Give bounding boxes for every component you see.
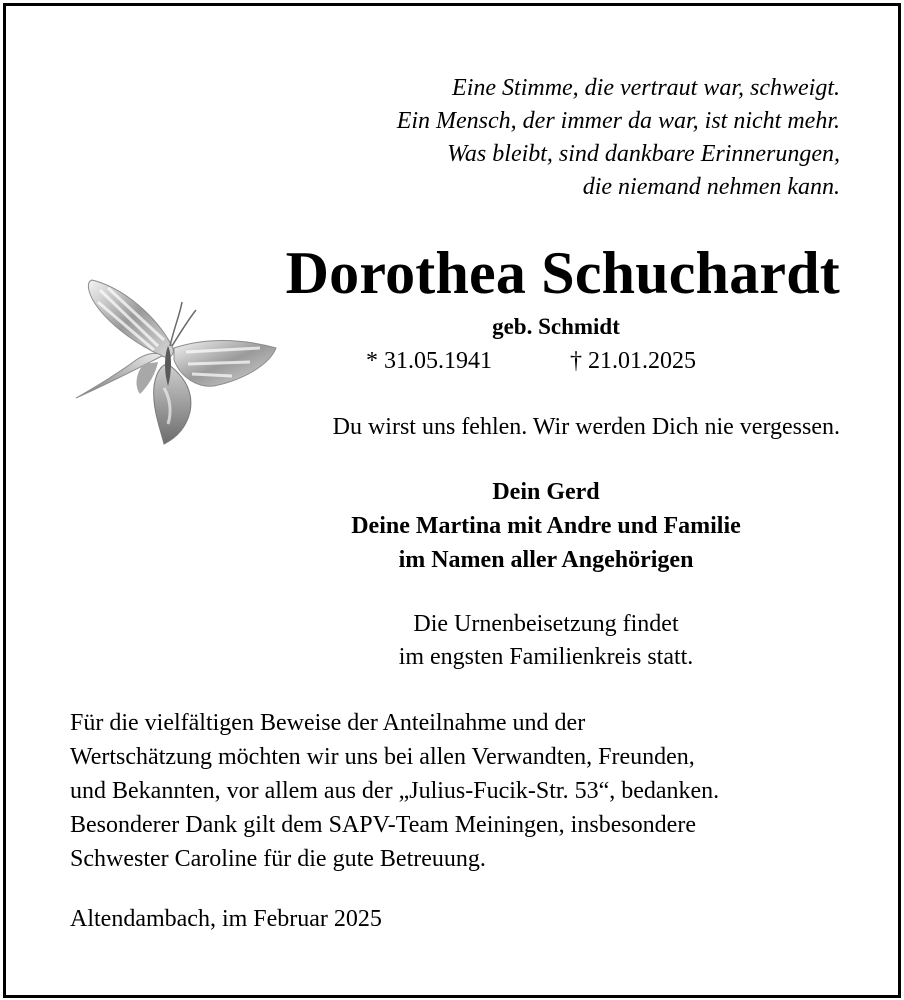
thanks-line: Für die vielfältigen Beweise der Anteilnahme und der <box>70 710 586 736</box>
poem-line: Eine Stimme, die vertraut war, schweigt. <box>452 75 840 101</box>
poem-line: Was bleibt, sind dankbare Erinnerungen, <box>447 141 840 167</box>
thanks-line: Wertschätzung möchten wir uns bei allen Verwandten, Freunden, <box>70 744 695 770</box>
signer-line: Deine Martina mit Andre und Familie <box>351 513 741 539</box>
death-date: † 21.01.2025 <box>570 348 696 374</box>
birth-date: * 31.05.1941 <box>366 348 492 374</box>
signer-line: Dein Gerd <box>492 479 600 505</box>
signers <box>286 475 806 577</box>
urn-notice-line: im engsten Familienkreis statt. <box>398 644 694 670</box>
obituary-notice <box>3 3 901 998</box>
poem <box>397 72 840 204</box>
butterfly-icon <box>64 268 284 450</box>
thanks-line: und Bekannten, vor allem aus der „Julius-Fucik-Str. 53“, bedanken. <box>70 778 720 804</box>
deceased-name: Dorothea Schuchardt <box>285 240 840 306</box>
urn-notice <box>336 608 756 674</box>
maiden-name: geb. Schmidt <box>492 314 620 339</box>
urn-notice-line: Die Urnenbeisetzung findet <box>413 611 679 637</box>
place-date: Altendambach, im Februar 2025 <box>70 906 382 932</box>
thanks-line: Besonderer Dank gilt dem SAPV-Team Meiningen, insbesondere <box>70 812 696 838</box>
poem-line: die niemand nehmen kann. <box>582 174 840 200</box>
signer-line: im Namen aller Angehörigen <box>398 547 694 573</box>
poem-line: Ein Mensch, der immer da war, ist nicht mehr. <box>396 108 840 134</box>
thanks-line: Schwester Caroline für die gute Betreuung. <box>70 846 486 872</box>
farewell-line: Du wirst uns fehlen. Wir werden Dich nie vergessen. <box>332 414 840 440</box>
thanks-paragraph <box>70 706 719 876</box>
